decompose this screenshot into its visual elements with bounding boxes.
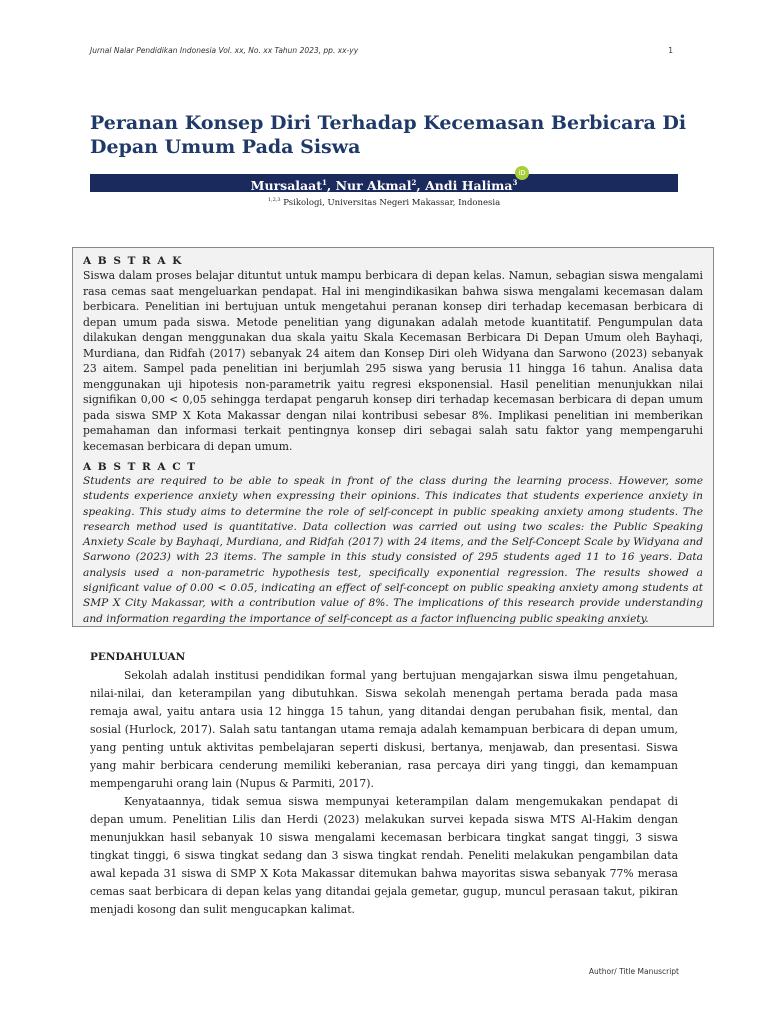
page-number: 1 xyxy=(668,46,673,55)
affiliation: $^{1,2,3}$ Psikologi, Universitas Negeri Makassar, Indonesia xyxy=(267,197,501,208)
orcid-icon[interactable]: iD xyxy=(515,166,529,180)
journal-citation: Jurnal Nalar Pendidikan Indonesia Vol. xx, No. xx Tahun 2023, pp. xx-yy xyxy=(90,46,359,55)
author-3[interactable]: Andi Halima$^3$ xyxy=(425,178,518,194)
body-text xyxy=(90,667,678,919)
paragraph-2: Kenyataannya, tidak semua siswa mempunyai keterampilan dalam mengemukakan pendapat di depan umum. Penelitian Lilis dan Herdi (2023) melakukan survei kepada siswa MTS Al-Hakim dengan menunjukkan hasil sebanyak 10 siswa mengalami kecemasan berbicara tingkat sangat tinggi, 3 siswa tingkat tinggi, 6 siswa tingkat sedang dan 3 siswa tingkat rendah. Peneliti melakukan pengambilan data awal kepada 31 siswa di SMP X Kota Makassar ditemukan bahwa mayoritas siswa sebanyak 77% merasa cemas saat berbicara di depan kelas yang ditandai gejala gemetar, gugup, muncul perasaan takut, pikiran menjadi kosong dan sulit mengucapkan kalimat. xyxy=(90,795,678,916)
section-heading: PENDAHULUAN xyxy=(90,651,186,663)
abstract-box xyxy=(72,247,714,627)
running-footer: Author/ Title Manuscript xyxy=(588,967,679,976)
paragraph-1: Sekolah adalah institusi pendidikan formal yang bertujuan mengajarkan siswa ilmu pengetahuan, nilai-nilai, dan keterampilan yang dibutuhkan. Siswa sekolah menengah pertama berada pada masa remaja awal, yaitu antara usia 12 hingga 15 tahun, yang ditandai dengan perubahan fisik, mental, dan sosial (Hurlock, 2017). Salah satu tantangan utama remaja adalah kemampuan berbicara di depan umum, yang penting untuk aktivitas pembelajaran seperti diskusi, bertanya, menjawab, dan presentasi. Siswa yang mahir berbicara cenderung memiliki keberanian, rasa percaya diri yang tinggi, dan kemampuan mempengaruhi orang lain (Nupus & Parmiti, 2017). xyxy=(90,669,678,790)
abstrak-text: Siswa dalam proses belajar dituntut untuk mampu berbicara di depan kelas. Namun, sebagian siswa mengalami rasa cemas saat mengeluarkan pendapat. Hal ini mengindikasikan bahwa siswa mengalami kecemasan dalam berbicara. Penelitian ini bertujuan untuk mengetahui peranan konsep diri terhadap kecemasan berbicara di depan umum pada siswa. Metode penelitian yang digunakan adalah metode kuantitatif. Pengumpulan data dilakukan dengan menggunakan dua skala yaitu Skala Kecemasan Berbicara Di Depan Umum oleh Bayhaqi, Murdiana, dan Ridfah (2017) sebanyak 24 aitem dan Konsep Diri oleh Widyana dan Sarwono (2023) sebanyak 23 aitem. Sampel pada penelitian ini berjumlah 295 siswa yang berusia 11 hingga 16 tahun. Analisa data menggunakan uji hipotesis non-parametrik yaitu regresi eksponensial. Hasil penelitian menunjukkan nilai signifikan 0,00 < 0,05 sehingga terdapat pengaruh konsep diri terhadap kecemasan berbicara di depan umum pada siswa SMP X Kota Makassar dengan nilai kontribusi sebesar 8%. Implikasi penelitian ini memberikan pemahaman dan informasi terkait pentingnya konsep diri sebagai salah satu faktor yang mempengaruhi kecemasan berbicara di depan umum. xyxy=(83,269,703,453)
abstract-text: Students are required to be able to speak in front of the class during the learning process. However, some students experience anxiety when expressing their opinions. This indicates that students experience anxiety in speaking. This study aims to determine the role of self-concept in public speaking anxiety among students. The research method used is quantitative. Data collection was carried out using two scales: the Public Speaking Anxiety Scale by Bayhaqi, Murdiana, and Ridfah (2017) with 24 items, and the Self-Concept Scale by Widyana and Sarwono (2023) with 23 items. The sample in this study consisted of 295 students aged 11 to 16 years. Data analysis used a non-parametric hypothesis test, specifically exponential regression. The results showed a significant value of 0.00 < 0.05, indicating an effect of self-concept on public speaking anxiety among students at SMP X City Makassar, with a contribution value of 8%. The implications of this research provide understanding and information regarding the importance of self-concept as a factor influencing public speaking anxiety. xyxy=(83,475,703,625)
running-header xyxy=(90,46,673,55)
abstract-heading: A B S T R A C T xyxy=(83,461,197,473)
author-bar: Mursalaat$^1$, Nur Akmal$^2$, Andi Halima$^3$ xyxy=(90,174,678,192)
article-title: Peranan Konsep Diri Terhadap Kecemasan Berbicara Di Depan Umum Pada Siswa xyxy=(90,112,687,158)
author-1[interactable]: Mursalaat$^1$ xyxy=(250,178,327,194)
author-2[interactable]: Nur Akmal$^2$ xyxy=(335,178,417,194)
abstrak-heading: A B S T R A K xyxy=(83,255,183,267)
